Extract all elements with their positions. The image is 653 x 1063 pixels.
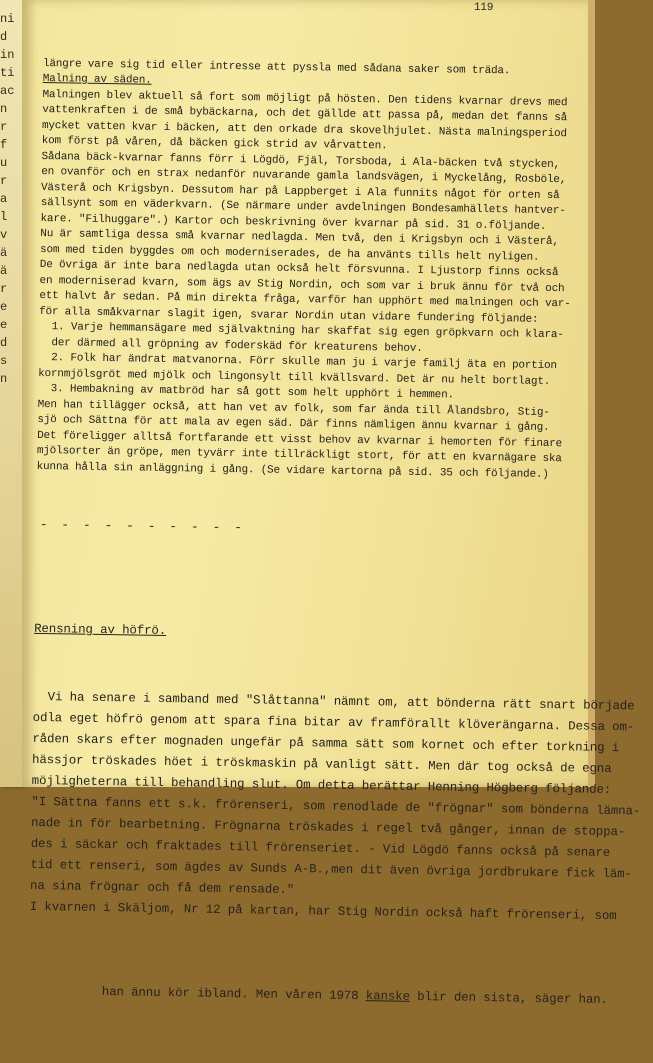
edge-fragment: ti xyxy=(0,66,15,80)
edge-fragment: r xyxy=(0,174,8,188)
edge-fragment: n xyxy=(0,102,8,116)
text-line: en moderniserad kvarn, som ägs av Stig Nordin, och som var i bruk ännu för två och xyxy=(39,274,565,295)
edge-fragment: f xyxy=(0,138,8,152)
text-line: 2. Folk har ändrat matvanorna. Förr skulle man ju i varje familj äta en portion xyxy=(38,351,557,373)
edge-fragment: ac xyxy=(0,84,15,98)
edge-fragment: a xyxy=(0,192,8,206)
text-line: Sådana bäck-kvarnar fanns förr i Lögdö, Fjäl, Torsboda, i Ala-bäcken två stycken, xyxy=(41,150,561,171)
text-line: Men han tillägger också, att han vet av folk, som far ända till Ålandsbro, Stig- xyxy=(37,398,550,419)
closing-line xyxy=(29,960,609,1007)
section-heading: Rensning av höfrö. xyxy=(34,621,167,638)
text-line: sällsynt som en väderkvarn. (Se närmare under avdelningen Bondesamhällets hantver- xyxy=(40,196,566,218)
closing-line-start: han ännu kör ibland. Men våren 1978 xyxy=(101,985,366,1004)
text-line: 3. Hembakning av matbröd har så gott som helt upphört i hemmen. xyxy=(37,382,455,402)
text-line: na sina frögnar och få dem rensade." xyxy=(29,878,295,898)
text-line: 1. Varje hemmansägare med självaktning har skaffat sig egen gröpkvarn och klara- xyxy=(38,320,564,342)
edge-fragment: r xyxy=(0,282,8,296)
edge-fragment: s xyxy=(0,354,8,368)
text-line: Nu är samtliga dessa små kvarnar nedlagda. Men två, den i Krigsbyn och i Västerå, xyxy=(40,227,559,249)
text-line: kom först på våren, då bäcken gick strid av vårvatten. xyxy=(41,134,388,153)
text-line: tid ett renseri, som ägdes av Sunds A-B.,men dit även övriga jordbrukare fick läm- xyxy=(30,857,632,882)
edge-fragment: d xyxy=(0,336,8,350)
page-text xyxy=(27,0,641,1062)
separator: - - - - - - - - - - xyxy=(39,516,246,536)
text-line: kare. "Filhuggare".) Kartor och beskrivning över kvarnar på sid. 31 o.följande. xyxy=(40,212,547,233)
upper-section xyxy=(37,46,584,483)
edge-fragment: in xyxy=(0,48,15,62)
text-line: nade in för bearbetning. Frögnarna tröskades i regel två gånger, innan de stoppa- xyxy=(30,815,626,840)
text-line: en ovanför och en strax nedanför nuvarande gamla landsvägen, i Myckelång, Rosböle, xyxy=(41,165,567,187)
text-line: des i säckar och fraktades till frörenseriet. - Vid Lögdö fanns också på senare xyxy=(30,836,611,860)
text-line: som med tiden byggdes om och moderniserades, de ha använts tills helt nyligen. xyxy=(39,243,540,264)
lower-lines xyxy=(29,687,641,926)
text-line: möjligheterna till behandling slut. Om detta berättar Henning Högberg följande: xyxy=(31,773,612,798)
text-line: råden skars efter mognaden ungefär på samma sätt som kornet och efter torkning i xyxy=(32,731,620,756)
text-line: Västerå och Krigsbyn. Dessutom har på Lappberget i Ala funnits något för orten så xyxy=(40,181,560,202)
edge-fragment: n xyxy=(0,372,8,386)
edge-fragment: e xyxy=(0,300,8,314)
previous-page-edge xyxy=(0,0,22,787)
document-page xyxy=(22,0,641,1007)
edge-fragment: ä xyxy=(0,264,8,278)
text-line: mjölsorter än gröpe, men tyvärr inte tillräckligt stort, för att en kvarnägare ska xyxy=(36,444,562,466)
edge-fragment: d xyxy=(0,30,8,44)
text-line: vattenkraften i de små bybäckarna, och det gällde att passa på, medan det fanns så xyxy=(42,103,568,125)
edge-fragment: l xyxy=(0,210,8,224)
text-line: der därmed all gröpning av foderskäd för kreaturens behov. xyxy=(38,336,423,355)
underlined-word: kanske xyxy=(365,989,410,1004)
edge-fragment: u xyxy=(0,156,8,170)
text-line: hässjor tröskades höet i tröskmaskin på vanligt sätt. Men där tog också de egna xyxy=(31,752,612,777)
text-line: De övriga är inte bara nedlagda utan också helt försvunna. I Ljustorp finns också xyxy=(39,258,559,280)
text-line: för alla småkvarnar slagit igen, svarar Nordin utan vidare fundering följande: xyxy=(39,305,539,326)
edge-fragment: v xyxy=(0,228,8,242)
text-line: kornmjölsgröt med mjölk och lingonsylt till kvällsvard. Det är nu helt bortlagt. xyxy=(38,367,551,388)
text-line: längre vare sig tid eller intresse att pyssla med sådana saker som träda. xyxy=(42,57,511,77)
text-line: I kvarnen i Skäljom, Nr 12 på kartan, har Stig Nordin också haft frörenseri, som xyxy=(29,899,617,924)
text-line: ett halvt år sedan. På min direkta fråga, varför han upphört med malningen och var- xyxy=(39,289,571,311)
text-line: "I Sättna fanns ett s.k. frörenseri, som renodlade de "frögnar" som bönderna lämna- xyxy=(31,794,641,819)
edge-fragment: ä xyxy=(0,246,8,260)
edge-text xyxy=(0,10,18,388)
lower-section xyxy=(28,577,641,1031)
closing-line-end: blir den sista, säger han. xyxy=(409,989,609,1007)
text-line: Malningen blev aktuell så fort som möjligt på hösten. Den tidens kvarnar drevs med xyxy=(42,88,568,109)
text-line: mycket vatten kvar i bäcken, att den orkade dra skovelhjulet. Nästa malningsperiod xyxy=(41,119,567,140)
edge-fragment: r xyxy=(0,120,8,134)
edge-fragment: ni xyxy=(0,12,15,26)
text-line: kunna hålla sin anläggning i gång. (Se vidare kartorna på sid. 35 och följande.) xyxy=(36,460,549,481)
text-line: Malning av säden. xyxy=(42,72,152,87)
text-line: sjö och Sättna för att mala av egen säd. Där finns nämligen ännu kvarnar i gång. xyxy=(37,413,550,434)
edge-fragment: e xyxy=(0,318,8,332)
page-number: 119 xyxy=(473,1,494,15)
text-line: odla eget höfrö genom att spara fina bitar av framförallt klöverängarna. Dessa om- xyxy=(32,710,635,735)
text-line: Vi ha senare i samband med "Slåttanna" nämnt om, att bönderna rätt snart började xyxy=(32,689,635,714)
text-line: Det föreligger alltså fortfarande ett visst behov av kvarnar i hemorten för finare xyxy=(37,429,563,450)
